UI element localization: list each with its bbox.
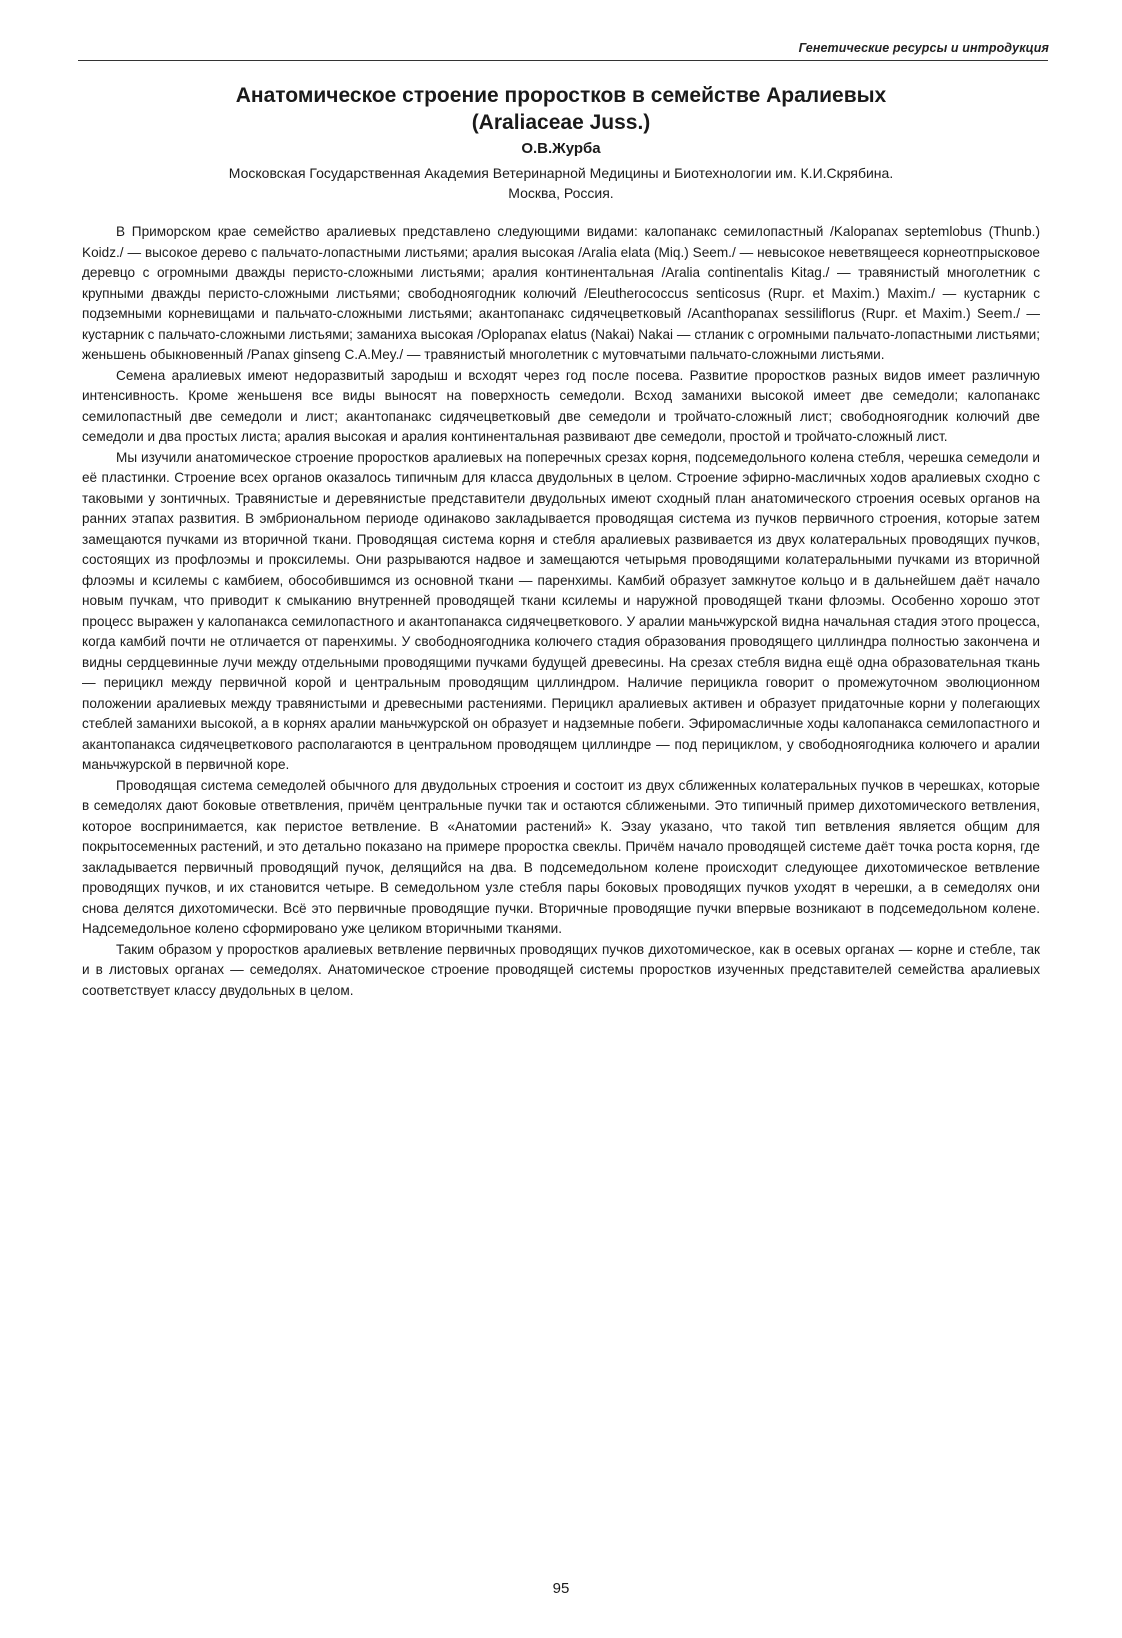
affiliation-city: Москва, Россия. bbox=[508, 185, 614, 201]
body-paragraph-2: Семена аралиевых имеют недоразвитый зародыш и всходят через год после посева. Развитие проростков разных видов имеет различную интенсивность. Кроме женьшеня все виды выносят на поверхность семедоли. Всход заманихи высокой имеет две семедоли; калопанакс семилопастный две семедоли и лист; акантопанакс сидячецветковый две семедоли и тройчато-сложный лист; свободноягодник колючий две семедоли и два простых листа; аралия высокая и аралия континентальная развивают две семедоли, простой и тройчато-сложный лист. bbox=[82, 367, 1040, 444]
header-rule bbox=[78, 60, 1048, 61]
running-header: Генетические ресурсы и интродукция bbox=[798, 41, 1049, 55]
article-author: О.В.Журба bbox=[521, 140, 601, 157]
body-paragraph-4: Проводящая система семедолей обычного для двудольных строения и состоит из двух сближенных колатеральных пучков в черешках, которые в семедолях дают боковые ответвления, причём центральные пучки так и остаются сближеными. Это типичный пример дихотомического ветвления, которое воспринимается, как перистое ветвление. В «Анатомии растений» К. Эзау указано, что такой тип ветвления является общим для покрытосеменных растений, и это детально показано на примере проростка свеклы. Причём начало проводящей системе даёт точка роста корня, где закладывается первичный проводящий пучок, делящийся на два. В подсемедольном колене происходит следующее дихотомическое ветвление проводящих пучков, и их становится четыре. В семедольном узле стебля пары боковых проводящих пучков уходят в черешки, а в семедолях они снова делятся дихотомически. Всё это первичные проводящие пучки. Вторичные проводящие пучки впервые возникают в подсемедольном колене. Надсемедольное колено сформировано уже целиком вторичными тканями. bbox=[82, 777, 1040, 936]
title-line-1: Анатомическое строение проростков в семействе Аралиевых bbox=[235, 84, 887, 107]
article-title bbox=[100, 82, 1022, 136]
page-number: 95 bbox=[552, 1580, 570, 1597]
body-paragraph-1: В Приморском крае семейство аралиевых представлено следующими видами: калопанакс семилопастный /Kalopanax septemlobus (Thunb.) Koidz./ — высокое дерево с пальчато-лопастными листьями; аралия высокая /Aralia elata (Miq.) Seem./ — невысокое неветвящееся корнеотпрысковое деревцо с огромными дважды перисто-сложными листьями; аралия континентальная /Aralia continentalis Kitag./ — травянистый многолетник с крупными дважды перисто-сложными листьями; свободноягодник колючий /Eleutherococcus senticosus (Rupr. et Maxim.) Maxim./ — кустарник с подземными корневищами и пальчато-сложными листьями; акантопанакс сидячецветковый /Acanthopanax sessiliflorus (Rupr. et Maxim.) Seem./ — кустарник с пальчато-сложными листьями; заманиха высокая /Oplopanax elatus (Nakai) Nakai — стланик с огромными пальчато-лопастными листьями; женьшень обыкновенный /Panax ginseng C.A.Mey./ — травянистый многолетник с мутовчатыми пальчато-сложными листьями. bbox=[82, 224, 1040, 362]
title-line-2: (Araliaceae Juss.) bbox=[471, 111, 651, 134]
author-affiliation bbox=[100, 163, 1022, 203]
body-paragraph-3: Мы изучили анатомическое строение проростков аралиевых на поперечных срезах корня, подсемедольного колена стебля, черешка семедоли и её пластинки. Строение всех органов оказалось типичным для класса двудольных в целом. Строение эфирно-масличных ходов аралиевых сходно с таковыми у зонтичных. Травянистые и деревянистые представители двудольных имеют сходный план анатомического строения осевых органов на ранних этапах развития. В эмбриональном периоде одинаково закладывается проводящая система из пучков первичного строения, которые затем замещаются пучками из вторичной ткани. Проводящая система корня и стебля аралиевых развивается из двух колатеральных проводящих пучков, состоящих из профлоэмы и проксилемы. Они разрываются надвое и замещаются четырьмя проводящими колатеральными пучками из вторичной флоэмы и ксилемы с камбием, обособившимся из основной ткани — паренхимы. Камбий образует замкнутое кольцо и в дальнейшем даёт начало новым пучкам, что приводит к смыканию внутренней проводящей ткани ксилемы и наружной проводящей ткани флоэмы. Особенно хорошо этот процесс выражен у калопанакса семилопастного и акантопанакса сидячецветкового. У аралии маньчжурской видна начальная стадия этого процесса, когда камбий почти не отличается от паренхимы. У свободноягодника колючего стадия образования проводящего циллиндра полностью закончена и видны сердцевинные лучи между отдельными проводящими пучками будущей древесины. На срезах стебля видна ещё одна образовательная ткань — перицикл между первичной корой и центральным проводящим циллиндром. Наличие перицикла говорит о промежуточном эволюционном положении аралиевых между травянистыми и древесными растениями. Перицикл аралиевых активен и образует придаточные корни у полегающих стеблей заманихи высокой, а в корнях аралии маньчжурской он образует и надземные побеги. Эфиромасличные ходы калопанакса семилопастного и акантопанакса сидячецветкового располагаются в центральном проводящем циллиндре — под перициклом, у свободноягодника колючего и аралии маньчжурской в первичной коре. bbox=[82, 449, 1040, 772]
affiliation-institution: Московская Государственная Академия Ветеринарной Медицины и Биотехнологии им. К.И.Скрябина. bbox=[228, 165, 894, 181]
body-paragraph-5: Таким образом у проростков аралиевых ветвление первичных проводящих пучков дихотомическое, как в осевых органах — корне и стебле, так и в листовых органах — семедолях. Анатомическое строение проводящей системы проростков изученных представителей семейства аралиевых соответствует классу двудольных в целом. bbox=[82, 941, 1040, 998]
article-body bbox=[82, 222, 1040, 1001]
